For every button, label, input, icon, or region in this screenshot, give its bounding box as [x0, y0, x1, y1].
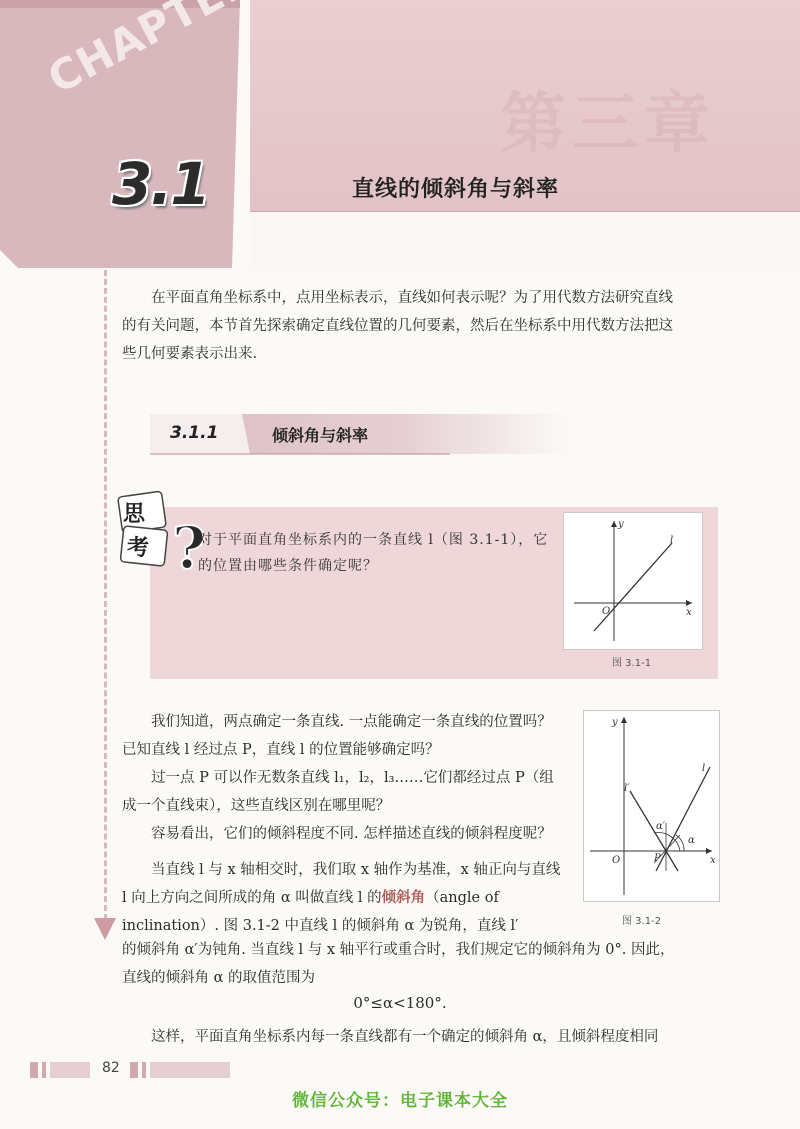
body-paragraph-5: 的倾斜角 α′为钝角. 当直线 l 与 x 轴平行或重合时，我们规定它的倾斜角为 0°. 因此，直线的倾斜角 α 的取值范围为	[122, 942, 675, 986]
fig2-x-label: x	[710, 855, 716, 866]
section-number: 3.1	[112, 150, 209, 218]
think-badge-top: 思	[123, 501, 146, 527]
figure-3-1-2	[583, 710, 720, 902]
body-paragraph-3: 容易看出，它们的倾斜程度不同. 怎样描述直线的倾斜程度呢？	[151, 826, 552, 842]
fig2-origin-label: O	[612, 855, 621, 866]
subsection-title: 倾斜角与斜率	[272, 426, 369, 445]
body-paragraph-6: 这样，平面直角坐标系内每一条直线都有一个确定的倾斜角 α，且倾斜程度相同	[151, 1029, 659, 1045]
fig2-line2-label: l′	[624, 783, 630, 794]
chapter-cn-watermark: 第三章	[500, 85, 716, 162]
body-paragraph-4a: 当直线 l 与 x 轴相交时，我们取 x 轴作为基准，x 轴正向与直线 l 向上方向之间所成的角 α 叫做直线 l 的	[122, 862, 561, 906]
fig1-y-label: y	[618, 519, 624, 530]
footer-decoration	[30, 1058, 230, 1080]
inclination-range-formula: 0°≤α<180°.	[353, 994, 447, 1012]
subsection-number: 3.1.1	[170, 423, 219, 443]
section-title: 直线的倾斜角与斜率	[352, 177, 560, 202]
fig2-angle-alpha-prime: α′	[656, 821, 666, 832]
svg-text:?: ?	[172, 514, 206, 582]
margin-arrow-icon	[94, 918, 116, 940]
body-paragraph-1: 我们知道，两点确定一条直线. 一点能确定一条直线的位置吗？已知直线 l 经过点 P，直线 l 的位置能够确定吗？	[122, 714, 552, 758]
fig2-line-label: l	[702, 763, 706, 774]
term-inclination-angle: 倾斜角	[381, 889, 426, 906]
fig1-origin-label: O	[602, 606, 611, 617]
chapter-label: CHAPTER	[40, 0, 263, 104]
figure-3-1-2-caption: 图 3.1-2	[622, 916, 662, 927]
fig2-angle-alpha: α	[688, 835, 695, 846]
figure-3-1-2-graph	[584, 711, 719, 901]
intro-paragraph: 在平面直角坐标系中，点用坐标表示，直线如何表示呢？为了用代数方法研究直线的有关问题，本节首先探索确定直线位置的几何要素，然后在坐标系中用代数方法把这些几何要素表示出来.	[122, 290, 673, 362]
think-text: 对于平面直角坐标系内的一条直线 l（图 3.1-1），它的位置由哪些条件确定呢？	[198, 532, 549, 574]
fig1-x-label: x	[686, 607, 692, 618]
body-paragraphs-top	[122, 708, 562, 848]
fig2-point-label: P	[654, 853, 661, 864]
figure-3-1-1-caption: 图 3.1-1	[612, 658, 652, 669]
page-number: 82	[102, 1060, 120, 1076]
figure-3-1-1-graph	[564, 513, 702, 649]
figure-3-1-1	[563, 512, 703, 650]
body-paragraph-4b: （angle of inclination）. 图 3.1-2 中直线 l 的倾斜角 α 为锐角，直线 l′	[122, 890, 519, 934]
watermark-text: 微信公众号：电子课本大全	[292, 1091, 508, 1111]
fig2-y-label: y	[612, 717, 618, 728]
body-paragraph-4	[122, 856, 562, 940]
margin-dashed-line	[104, 270, 107, 920]
body-paragraph-2: 过一点 P 可以作无数条直线 l₁，l₂，l₃……它们都经过点 P（组成一个直线束），这些直线区别在哪里呢？	[122, 770, 554, 814]
think-badge-bottom: 考	[127, 535, 150, 561]
fig1-line-label: l	[670, 535, 674, 546]
